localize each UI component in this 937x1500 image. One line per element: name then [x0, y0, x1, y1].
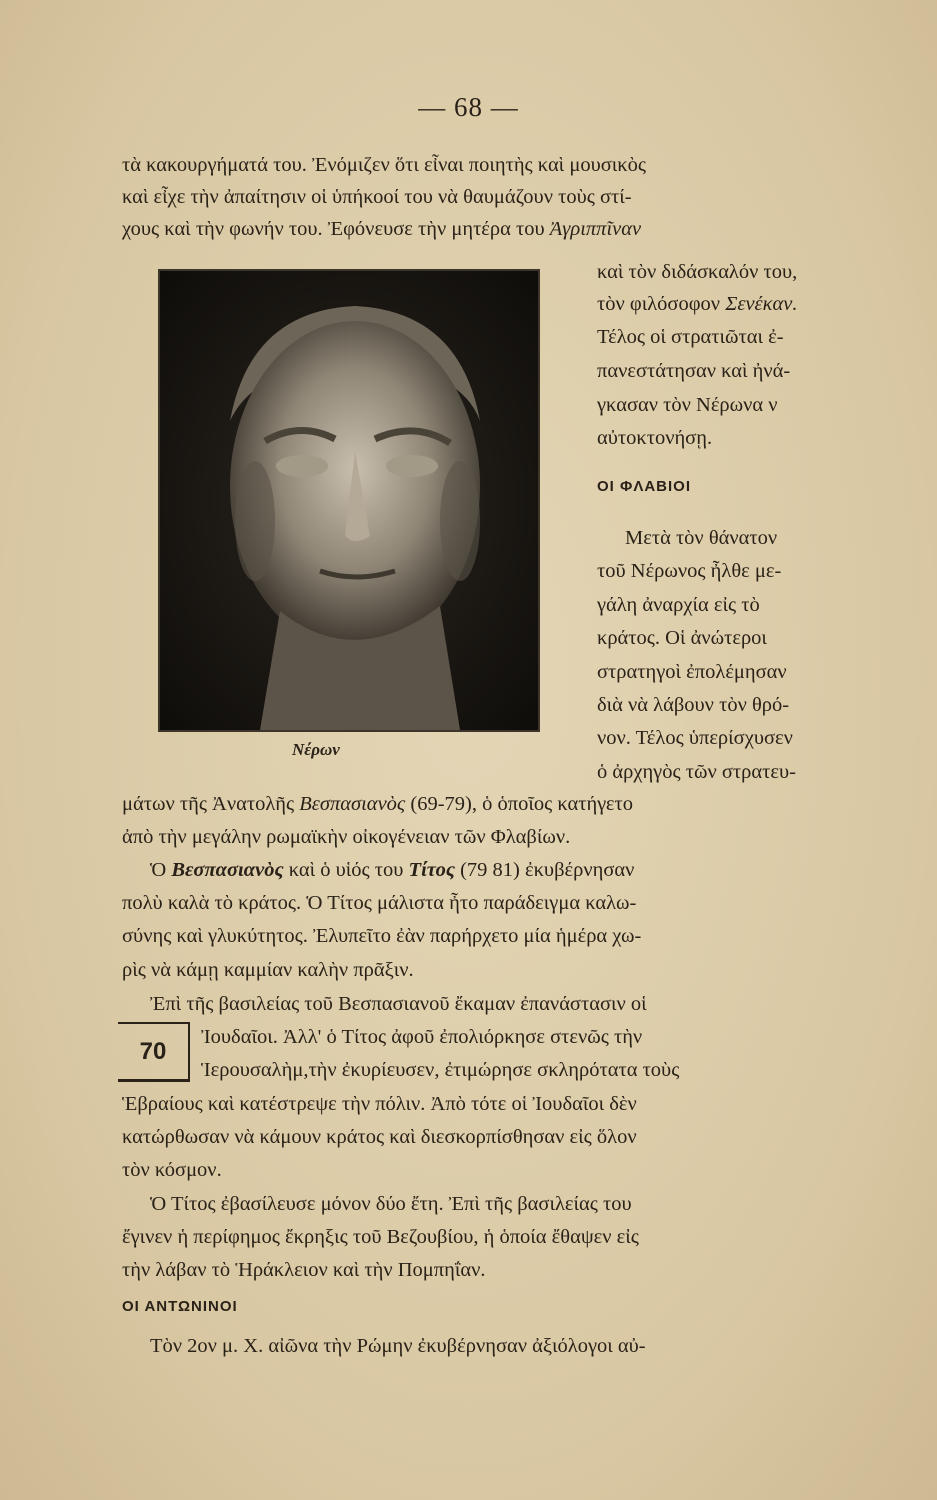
- text-line: αὐτοκτονήσῃ.: [597, 427, 713, 449]
- portrait-photo-nero: [158, 269, 540, 732]
- name-agrippina: Ἀγριππῖναν: [549, 218, 642, 240]
- text-span: Ὁ: [150, 859, 167, 881]
- section-heading-flavii: ΟΙ ΦΛΑΒΙΟΙ: [597, 478, 691, 495]
- text-line: [122, 789, 852, 819]
- text-line: Τέλος οἱ στρατιῶται ἐ-: [597, 326, 784, 348]
- text-line: Ἐπὶ τῆς βασιλείας τοῦ Βεσπασιανοῦ ἔκαμαν ἐπανάστασιν οἱ: [150, 993, 647, 1015]
- text-line: [122, 214, 852, 244]
- text-line: κράτος. Οἱ ἀνώτεροι: [597, 627, 767, 649]
- text-line: γάλη ἀναρχία εἰς τὸ: [597, 594, 760, 616]
- text-span: χους καὶ τὴν φωνήν του. Ἐφόνευσε τὴν μητέρα του: [122, 218, 545, 240]
- text-line: [597, 289, 855, 319]
- text-span: (69-79), ὁ ὁποῖος κατήγετο: [410, 793, 633, 815]
- text-line: διὰ νὰ λάβουν τὸν θρό-: [597, 694, 790, 716]
- photo-caption: Νέρων: [292, 740, 340, 759]
- text-span: μάτων τῆς Ἀνατολῆς: [122, 793, 295, 815]
- text-line: τοῦ Νέρωνος ἦλθε με-: [597, 560, 782, 582]
- text-line: Ἱερουσαλὴμ,τὴν ἐκυρίευσεν, ἐτιμώρησε σκληρότατα τοὺς: [201, 1059, 680, 1081]
- text-line: τὴν λάβαν τὸ Ἡράκλειον καὶ τὴν Πομπηΐαν.: [122, 1259, 486, 1281]
- text-line: ἔγινεν ἡ περίφημος ἔκρηξις τοῦ Βεζουβίου, ἡ ὁποία ἔθαψεν εἰς: [122, 1226, 639, 1248]
- margin-year-box: 70: [118, 1022, 190, 1082]
- text-line: Μετὰ τὸν θάνατον: [625, 527, 778, 549]
- text-line: γκασαν τὸν Νέρωνα ν: [597, 394, 778, 416]
- text-span: (79 81) ἐκυβέρνησαν: [460, 859, 635, 881]
- text-line: ρὶς νὰ κάμῃ καμμίαν καλὴν πρᾶξιν.: [122, 959, 414, 981]
- text-line: κατώρθωσαν νὰ κάμουν κράτος καὶ διεσκορπίσθησαν εἰς ὅλον: [122, 1126, 637, 1148]
- text-line: [122, 855, 852, 885]
- text-line: Ἰουδαῖοι. Ἀλλ' ὁ Τίτος ἀφοῦ ἐπολιόρκησε στενῶς τὴν: [201, 1026, 643, 1048]
- text-line: Ὁ Τίτος ἐβασίλευσε μόνον δύο ἔτη. Ἐπὶ τῆς βασιλείας του: [150, 1193, 632, 1215]
- text-line: τὸν κόσμον.: [122, 1159, 222, 1181]
- name-titus-bold: Τίτος: [408, 859, 455, 881]
- text-line: πολὺ καλὰ τὸ κράτος. Ὁ Τίτος μάλιστα ἦτο παράδειγμα καλω-: [122, 892, 637, 914]
- section-heading-antonines: ΟΙ ΑΝΤΩΝΙΝΟΙ: [122, 1298, 238, 1315]
- text-line: ὁ ἀρχηγὸς τῶν στρατευ-: [597, 761, 796, 783]
- text-line: ἀπὸ τὴν μεγάλην ρωμαϊκὴν οἰκογένειαν τῶν Φλαβίων.: [122, 826, 571, 848]
- text-line: Ἑβραίους καὶ κατέστρεψε τὴν πόλιν. Ἀπὸ τότε οἱ Ἰουδαῖοι δὲν: [122, 1093, 637, 1115]
- text-line: Τὸν 2ον μ. Χ. αἰῶνα τὴν Ρώμην ἐκυβέρνησαν ἀξιόλογοι αὐ-: [150, 1335, 646, 1357]
- text-line: στρατηγοὶ ἐπολέμησαν: [597, 661, 787, 683]
- text-line: πανεστάτησαν καὶ ἠνά-: [597, 360, 791, 382]
- text-line: καὶ εἶχε τὴν ἀπαίτησιν οἱ ὑπήκοοί του νὰ θαυμάζουν τοὺς στί-: [122, 186, 632, 208]
- text-line: καὶ τὸν διδάσκαλόν του,: [597, 261, 798, 283]
- text-span: καὶ ὁ υἱός του: [288, 859, 404, 881]
- text-line: τὰ κακουργήματά του. Ἐνόμιζεν ὅτι εἶναι ποιητὴς καὶ μουσικὸς: [122, 154, 646, 176]
- page-number: — 68 —: [418, 92, 519, 122]
- name-seneca: Σενέκαν.: [725, 293, 798, 315]
- text-span: τὸν φιλόσοφον: [597, 293, 721, 315]
- name-vespasian: Βεσπασιανὸς: [299, 793, 406, 815]
- name-vespasian-bold: Βεσπασιανὸς: [171, 859, 284, 881]
- text-line: σύνης καὶ γλυκύτητος. Ἐλυπεῖτο ἐὰν παρήρχετο μία ἡμέρα χω-: [122, 925, 642, 947]
- text-line: νον. Τέλος ὑπερίσχυσεν: [597, 727, 793, 749]
